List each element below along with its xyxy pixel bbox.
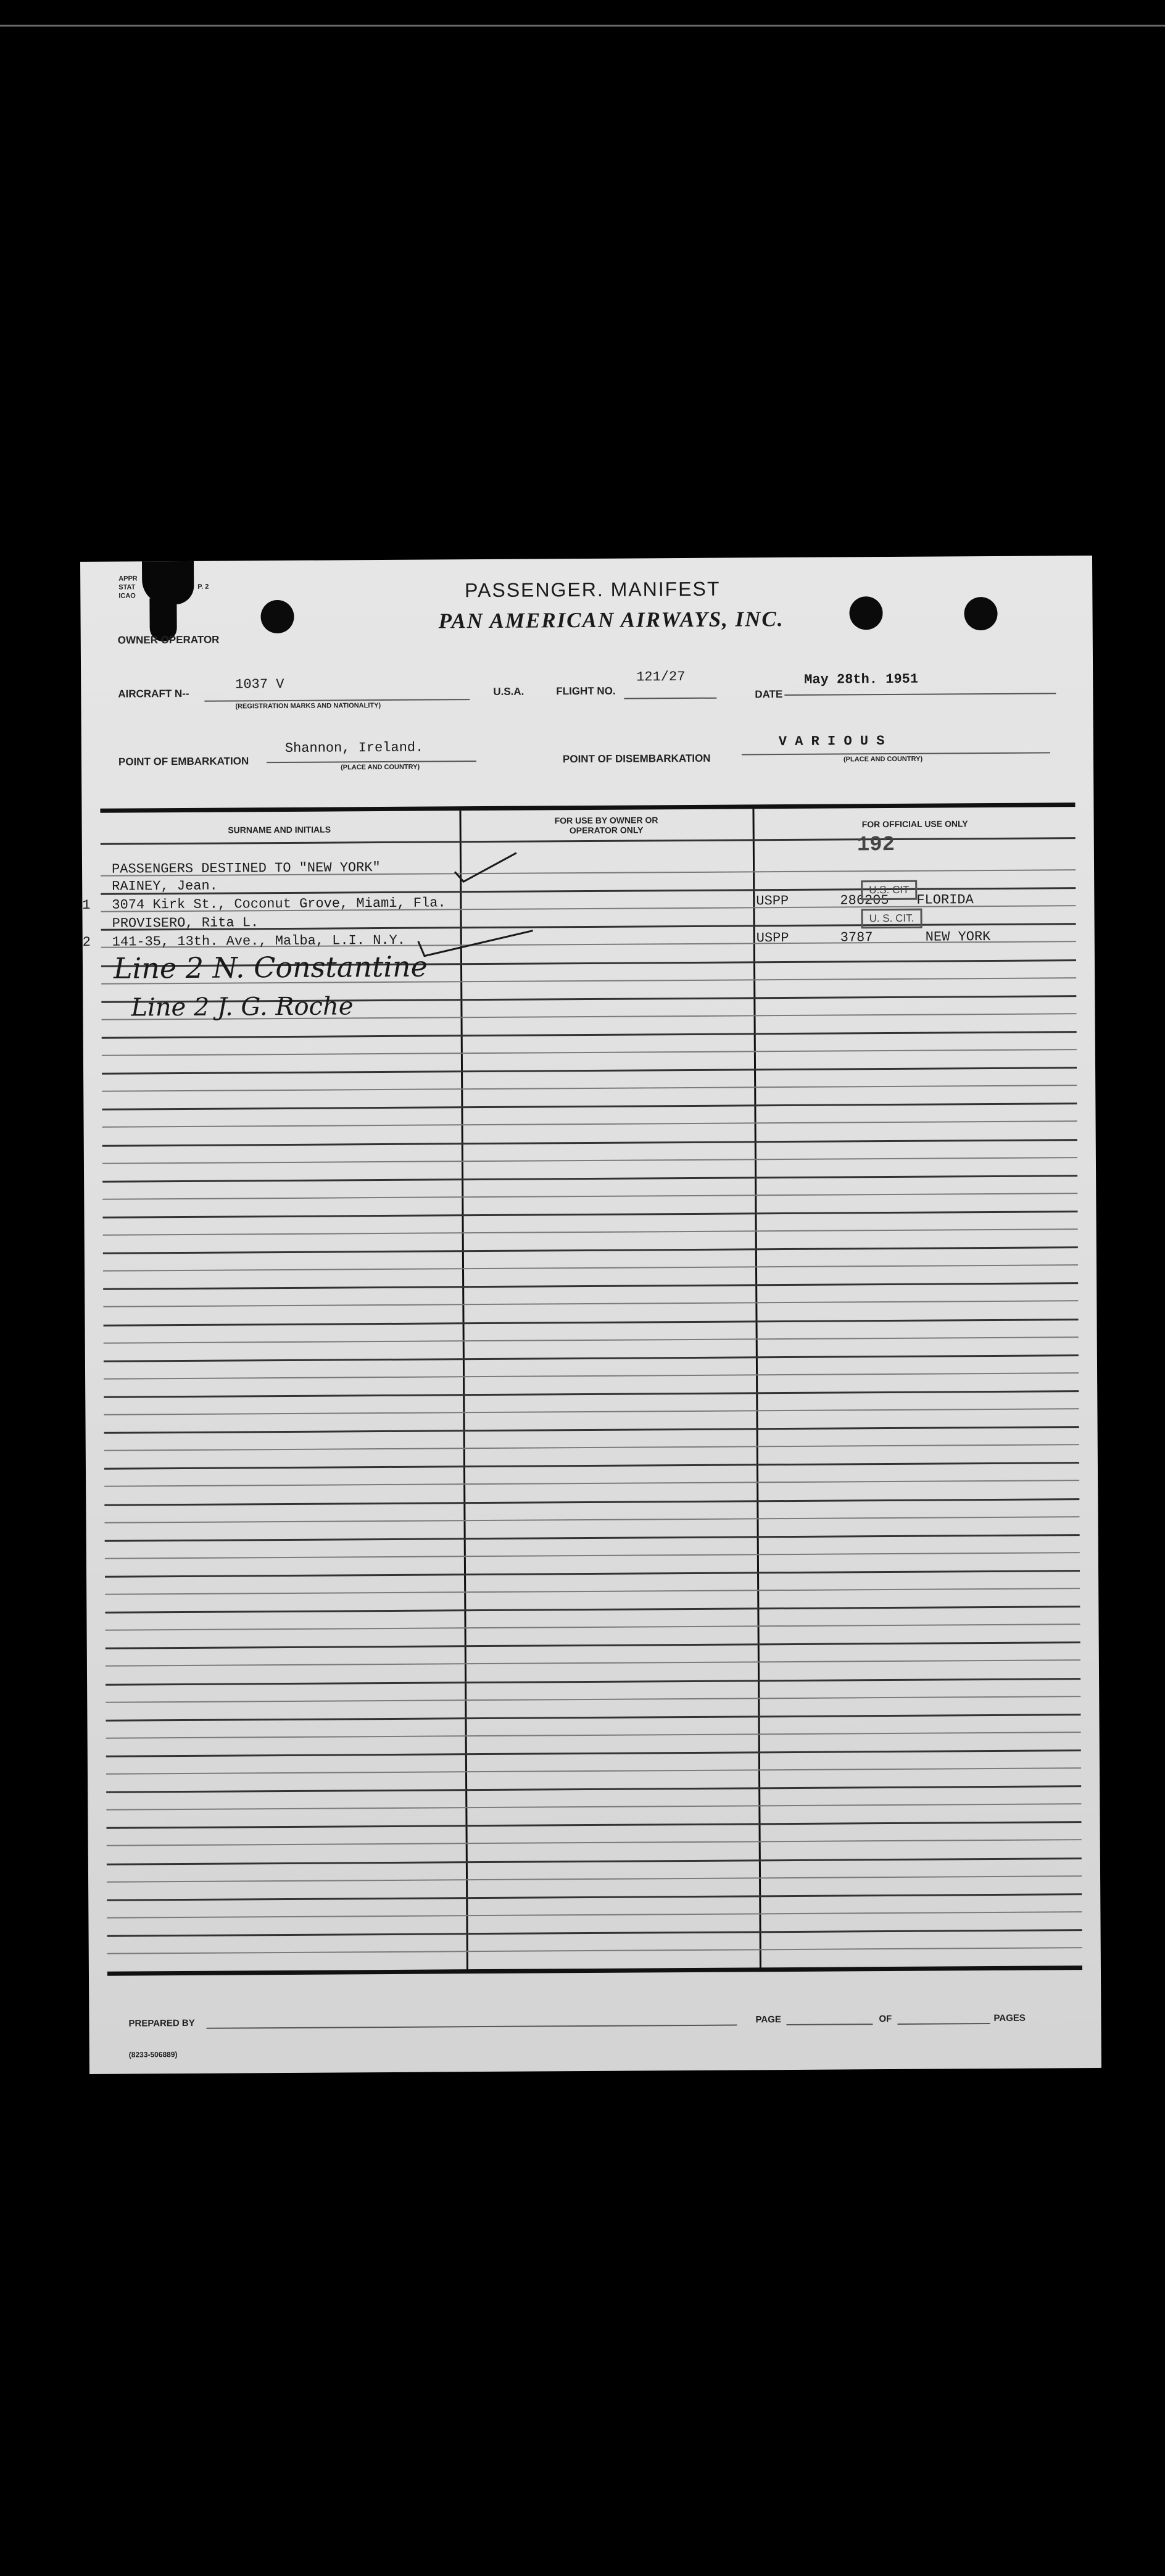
ruled-line [104,1390,1079,1398]
ruled-line [102,1175,1077,1183]
passenger-1-doc: USPP [756,893,789,909]
ruled-line [106,1624,1080,1631]
ruled-lines [80,556,1092,562]
column-divider-1 [459,811,468,1971]
ruled-line [103,1246,1078,1254]
embark-underline [267,761,476,763]
date-underline [784,693,1056,696]
of-underline [897,2023,990,2025]
ruled-line [106,1767,1081,1775]
ruled-line [106,1678,1080,1686]
passenger-2-docno: 3787 [840,930,873,946]
punch-hole-center [849,596,882,630]
form-title: PASSENGER. MANIFEST [464,577,721,602]
approval-line-3: ICAO [118,592,136,600]
ruled-line [107,1875,1082,1883]
ruled-line [107,1929,1082,1937]
column-header-owner: FOR USE BY OWNER OR OPERATOR ONLY [554,815,658,836]
passenger-2-state: NEW YORK [925,928,991,945]
ruled-line [105,1588,1080,1595]
embark-sublabel: (PLACE AND COUNTRY) [341,763,420,772]
usa-label: U.S.A. [493,685,524,698]
check-mark-icon [452,849,520,887]
prepared-by-label: PREPARED BY [128,2017,195,2029]
ruled-line [106,1732,1081,1739]
page-underline [786,2024,873,2025]
ruled-line [107,1911,1082,1919]
passenger-1-address: 3074 Kirk St., Coconut Grove, Miami, Fla. [112,895,446,913]
ruled-line [106,1660,1080,1667]
passenger-1-number: 1 [82,897,91,913]
aircraft-underline [204,699,470,702]
ruled-line [106,1696,1080,1703]
disembark-label: POINT OF DISEMBARKATION [562,752,711,765]
ruled-line [106,1749,1081,1757]
punch-hole-right [964,597,997,630]
ruled-line [107,1857,1082,1865]
ruled-line [105,1552,1080,1559]
aircraft-sublabel: (REGISTRATION MARKS AND NATIONALITY) [235,702,381,711]
approval-line-1: APPR [118,575,138,583]
ruled-line [104,1498,1079,1506]
pages-label: PAGES [993,2012,1026,2024]
ruled-line [106,1641,1080,1649]
column-divider-2 [752,809,761,1969]
ruled-line [104,1426,1079,1434]
ruled-line [103,1264,1078,1272]
ruled-line [104,1354,1079,1362]
page-label: PAGE [755,2014,781,2025]
passenger-2-number: 2 [82,934,91,950]
punch-hole-left [260,600,294,633]
handwritten-signature-1: Line 2 N. Constantine [113,949,428,985]
owner-operator-label: OWNER OPERATOR [117,633,220,646]
ruled-line [102,1103,1077,1111]
date-value: May 28th. 1951 [804,671,919,688]
ruled-line [102,1121,1077,1128]
disembark-underline [742,752,1050,755]
ruled-line [104,1336,1079,1344]
header-separator-line [101,837,1076,845]
ruled-line [107,1840,1082,1847]
flight-label: FLIGHT NO. [556,685,616,698]
approval-line-2: STAT [118,583,136,591]
flight-value: 121/27 [636,669,686,685]
form-number: (8233-506889) [128,2050,178,2059]
ruled-line [102,1085,1077,1092]
ruled-line [104,1372,1079,1380]
ruled-line [105,1534,1080,1542]
ruled-line [104,1444,1079,1451]
ruled-line [103,1282,1078,1290]
flight-underline [624,698,716,699]
disembark-sublabel: (PLACE AND COUNTRY) [843,755,923,764]
passenger-2-name: PROVISERO, Rita L. [112,915,259,932]
ruled-line [105,1606,1080,1614]
check-mark-icon [416,928,539,959]
passenger-2-address: 141-35, 13th. Ave., Malba, L.I. N.Y. [112,932,406,950]
ruled-line [107,1893,1082,1901]
airline-name: PAN AMERICAN AIRWAYS, INC. [438,607,784,633]
passenger-1-name: RAINEY, Jean. [112,878,218,894]
table-top-rule [100,802,1075,813]
ruled-line [104,1408,1079,1415]
ruled-line [102,1049,1077,1056]
ruled-line [102,1157,1077,1164]
us-citizen-stamp-1: U.S. CIT [861,880,917,901]
embark-value: Shannon, Ireland. [284,740,424,756]
prepared-by-underline [207,2025,737,2029]
scan-edge-line [0,25,1165,27]
ruled-line [106,1785,1081,1793]
disembark-value: V A R I O U S [778,733,885,750]
destined-heading: PASSENGERS DESTINED TO "NEW YORK" [111,860,381,877]
passenger-2-doc: USPP [756,930,789,946]
ruled-line [102,1067,1077,1075]
column-header-surname: SURNAME AND INITIALS [228,824,331,835]
ruled-line [102,1031,1077,1039]
official-number: 192 [856,833,895,857]
ruled-line [106,1714,1080,1722]
of-label: OF [879,2014,892,2025]
ruled-line [106,1803,1081,1811]
ruled-line [102,1139,1077,1147]
handwritten-signature-2: Line 2 J. G. Roche [131,992,354,1022]
ruled-line [105,1570,1080,1578]
embark-label: POINT OF EMBARKATION [118,755,249,768]
us-citizen-stamp-2: U. S. CIT. [861,909,922,929]
passenger-1-docno: 286205 [840,893,889,909]
ruled-line [107,1947,1082,1954]
ruled-line [102,1193,1077,1200]
ruled-line [107,1821,1082,1829]
date-label: DATE [755,688,783,701]
ruled-line [104,1462,1079,1470]
ruled-line [103,1301,1078,1308]
ruled-line [104,1480,1079,1488]
table-bottom-rule [107,1965,1082,1976]
passenger-1-state: FLORIDA [916,892,974,908]
ruled-line [103,1228,1078,1236]
ruled-line [102,1211,1077,1219]
aircraft-value: 1037 V [235,676,284,693]
column-header-official: FOR OFFICIAL USE ONLY [861,819,968,830]
ruled-line [105,1516,1080,1524]
approval-line-4: P. 2 [197,583,209,591]
manifest-sheet [80,556,1101,2074]
ruled-line [104,1319,1079,1327]
aircraft-label: AIRCRAFT N-- [118,687,189,700]
